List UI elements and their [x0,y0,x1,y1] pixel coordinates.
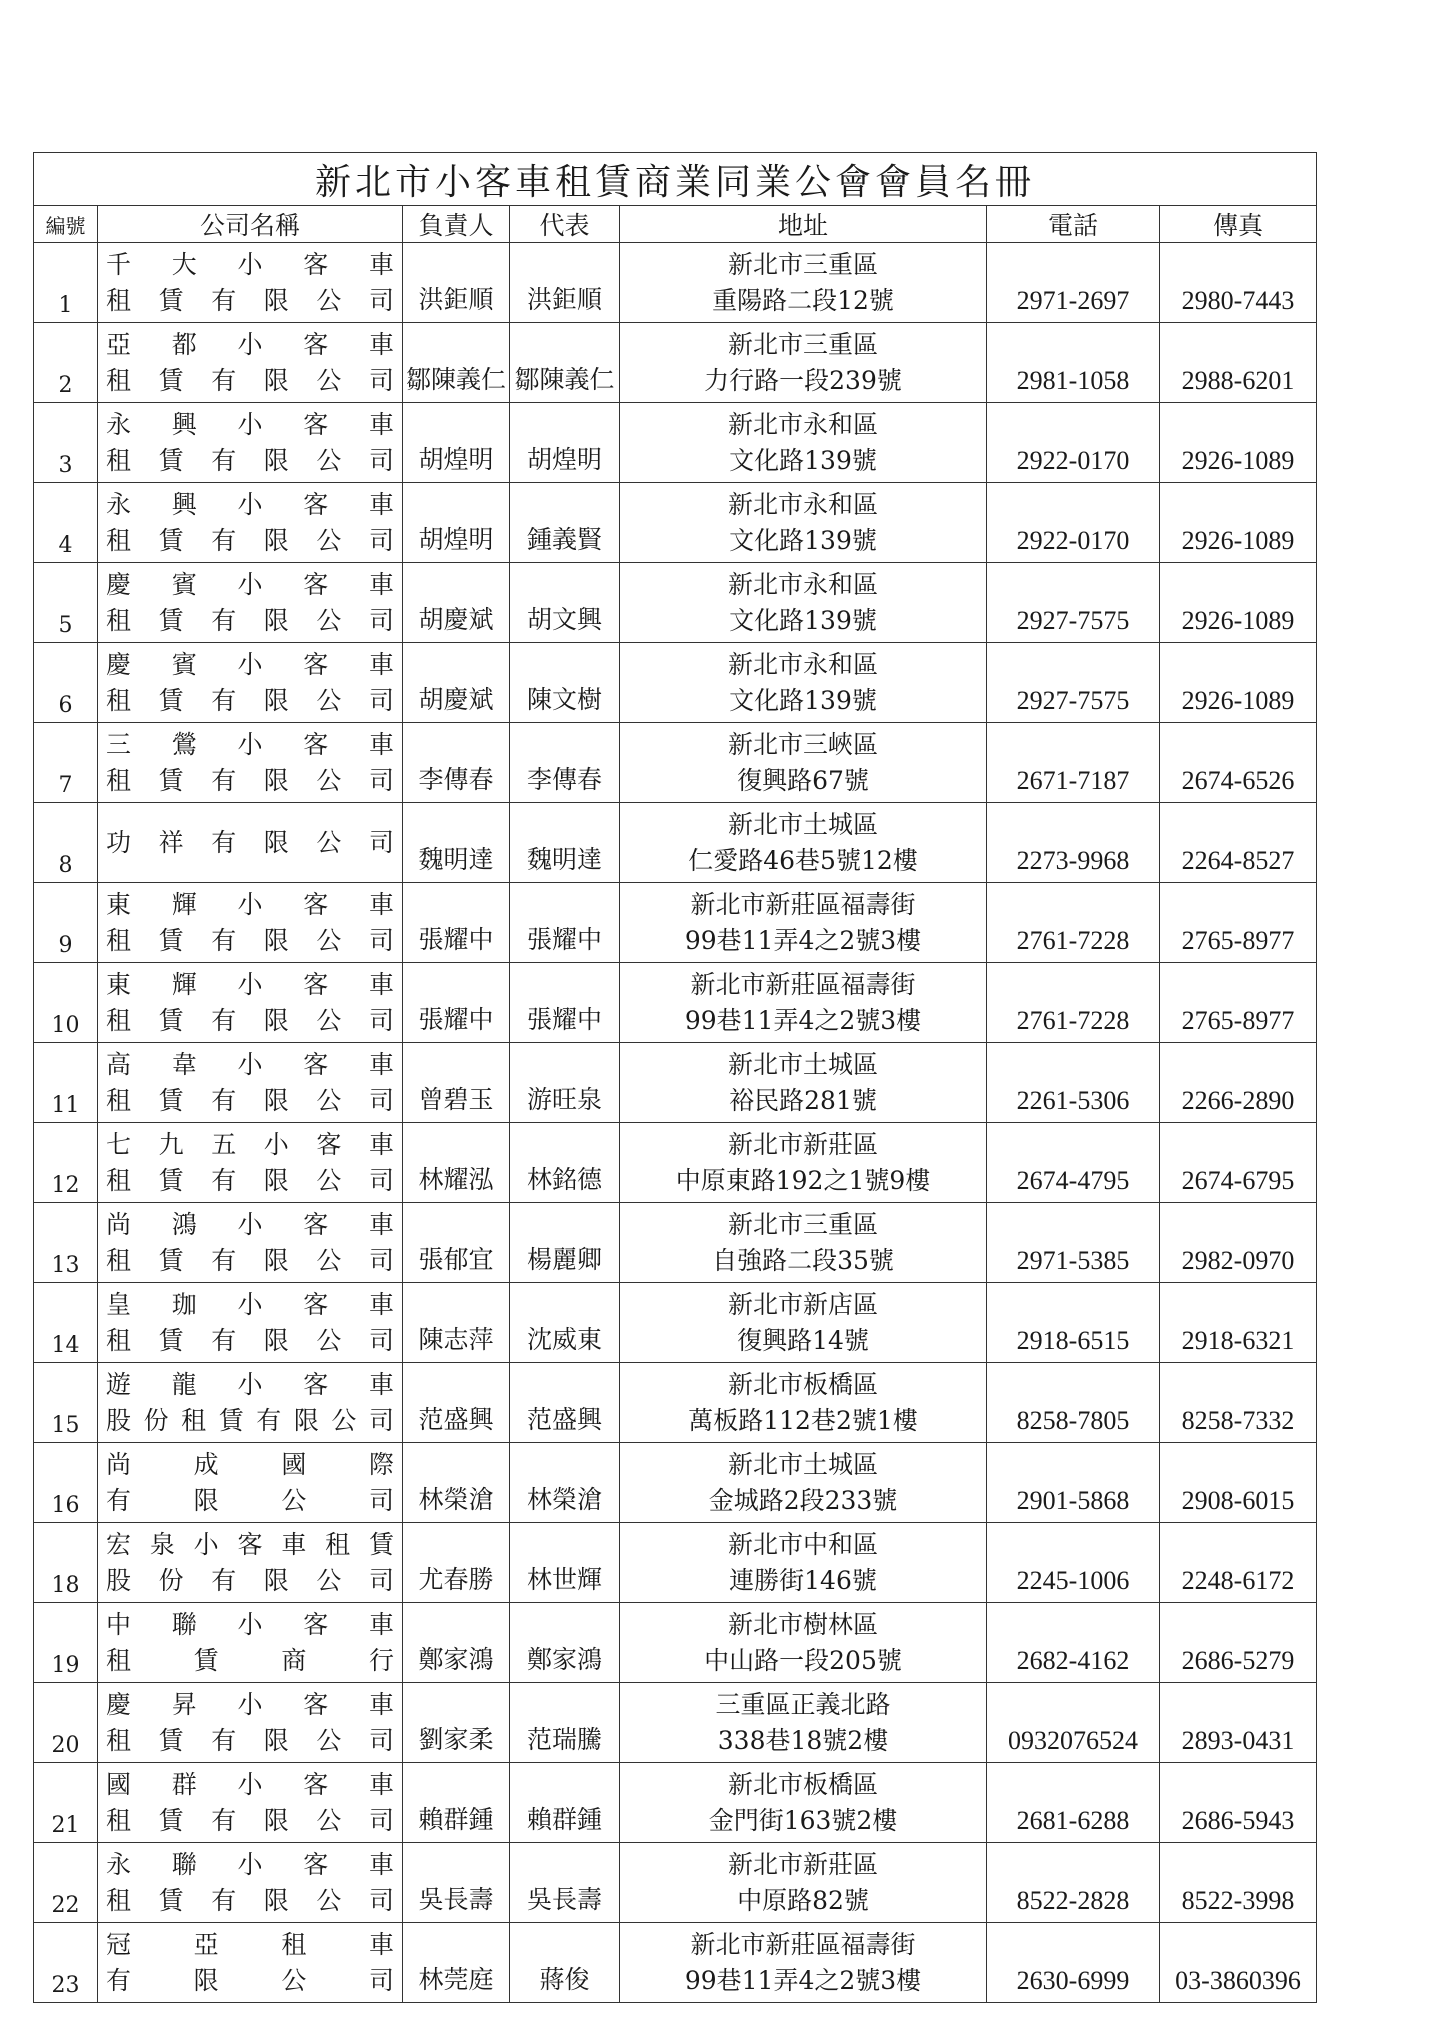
company-name-line: 冠 亞 租 車 [106,1929,394,1959]
table-row [34,643,1317,723]
row-number: 6 [34,643,98,723]
address-cell [620,323,987,403]
representative-name: 林銘德 [510,1123,620,1203]
fax-number: 2918-6321 [1160,1283,1317,1363]
fax-number: 2926-1089 [1160,483,1317,563]
phone-number: 2927-7575 [987,643,1160,723]
phone-number: 2681-6288 [987,1763,1160,1843]
representative-name: 陳文樹 [510,643,620,723]
header-fax: 傳真 [1160,206,1317,243]
representative-name: 鄒陳義仁 [510,323,620,403]
address-line: 三重區正義北路 [715,1689,891,1719]
company-name-line: 遊 龍 小 客 車 [106,1369,394,1399]
owner-name: 胡慶斌 [403,643,510,723]
owner-name: 李傳春 [403,723,510,803]
company-name-cell [98,1283,403,1363]
table-row [34,323,1317,403]
address-line: 新北市中和區 [727,1529,878,1559]
company-name-line: 股 份 有 限 公 司 [106,1565,394,1595]
representative-name: 鍾義賢 [510,483,620,563]
row-number: 11 [34,1043,98,1123]
phone-number: 2922-0170 [987,483,1160,563]
address-cell [620,1203,987,1283]
company-name-cell [98,723,403,803]
address-cell [620,1523,987,1603]
address-cell [620,243,987,323]
address-line: 新北市三重區 [727,249,878,279]
address-cell [620,563,987,643]
row-number: 18 [34,1523,98,1603]
address-line: 新北市土城區 [727,809,878,839]
company-name-line: 有 限 公 司 [106,1965,394,1995]
fax-number: 2248-6172 [1160,1523,1317,1603]
address-line: 中山路一段205號 [704,1645,902,1675]
table-row [34,1043,1317,1123]
table-row [34,1923,1317,2003]
roster-title: 新北市小客車租賃商業同業公會會員名冊 [34,153,1317,206]
company-name-line: 高 韋 小 客 車 [106,1049,394,1079]
fax-number: 2765-8977 [1160,883,1317,963]
table-row [34,483,1317,563]
company-name-cell [98,1923,403,2003]
address-line: 新北市樹林區 [727,1609,878,1639]
address-cell [620,1763,987,1843]
address-line: 力行路一段239號 [704,365,902,395]
company-name-line: 國 群 小 客 車 [106,1769,394,1799]
phone-number: 2674-4795 [987,1123,1160,1203]
row-number: 22 [34,1843,98,1923]
phone-number: 2901-5868 [987,1443,1160,1523]
address-line: 新北市土城區 [727,1449,878,1479]
header-phone: 電話 [987,206,1160,243]
company-name-line: 租 賃 有 限 公 司 [106,685,394,715]
table-row [34,403,1317,483]
address-line: 文化路139號 [729,525,877,555]
company-name-cell [98,483,403,563]
company-name-cell [98,803,403,883]
address-line: 新北市三重區 [727,329,878,359]
row-number: 12 [34,1123,98,1203]
representative-name: 范盛興 [510,1363,620,1443]
table-row [34,1283,1317,1363]
owner-name: 林莞庭 [403,1923,510,2003]
phone-number: 2261-5306 [987,1043,1160,1123]
header-address: 地址 [620,206,987,243]
header-representative: 代表 [510,206,620,243]
company-name-line: 永 興 小 客 車 [106,409,394,439]
member-roster-table [33,152,1317,2003]
representative-name: 林世輝 [510,1523,620,1603]
row-number: 10 [34,963,98,1043]
table-row [34,1683,1317,1763]
company-name-line: 永 聯 小 客 車 [106,1849,394,1879]
address-line: 新北市板橋區 [727,1769,878,1799]
phone-number: 2761-7228 [987,883,1160,963]
address-line: 復興路67號 [737,765,869,795]
table-row [34,883,1317,963]
address-line: 99巷11弄4之2號3樓 [684,1965,922,1995]
address-line: 新北市永和區 [727,569,878,599]
company-name-line: 功 祥 有 限 公 司 [106,827,394,857]
representative-name: 李傳春 [510,723,620,803]
table-row [34,243,1317,323]
row-number: 7 [34,723,98,803]
phone-number: 2981-1058 [987,323,1160,403]
company-name-line: 東 輝 小 客 車 [106,969,394,999]
fax-number: 2926-1089 [1160,403,1317,483]
address-line: 文化路139號 [729,445,877,475]
header-row [34,206,1317,243]
row-number: 14 [34,1283,98,1363]
company-name-cell [98,1843,403,1923]
company-name-cell [98,563,403,643]
table-row [34,1843,1317,1923]
representative-name: 楊麗卿 [510,1203,620,1283]
representative-name: 范瑞騰 [510,1683,620,1763]
company-name-line: 租 賃 有 限 公 司 [106,365,394,395]
table-row [34,723,1317,803]
address-line: 新北市新店區 [727,1289,878,1319]
address-cell [620,803,987,883]
company-name-line: 皇 珈 小 客 車 [106,1289,394,1319]
company-name-line: 租 賃 有 限 公 司 [106,285,394,315]
company-name-cell [98,643,403,723]
phone-number: 2922-0170 [987,403,1160,483]
owner-name: 曾碧玉 [403,1043,510,1123]
company-name-cell [98,1603,403,1683]
owner-name: 陳志萍 [403,1283,510,1363]
phone-number: 8522-2828 [987,1843,1160,1923]
company-name-cell [98,1203,403,1283]
table-row [34,803,1317,883]
representative-name: 魏明達 [510,803,620,883]
address-line: 復興路14號 [737,1325,869,1355]
company-name-line: 宏 泉 小 客 車 租 賃 [106,1529,394,1559]
address-line: 重陽路二段12號 [712,285,894,315]
address-line: 中原東路192之1號9樓 [675,1165,931,1195]
company-name-line: 租 賃 有 限 公 司 [106,925,394,955]
fax-number: 2988-6201 [1160,323,1317,403]
address-line: 新北市板橋區 [727,1369,878,1399]
address-line: 萬板路112巷2號1樓 [688,1405,918,1435]
table-row [34,1523,1317,1603]
company-name-line: 東 輝 小 客 車 [106,889,394,919]
company-name-cell [98,1043,403,1123]
representative-name: 張耀中 [510,963,620,1043]
address-line: 新北市三重區 [727,1209,878,1239]
company-name-line: 永 興 小 客 車 [106,489,394,519]
address-cell [620,1443,987,1523]
address-cell [620,1363,987,1443]
phone-number: 2245-1006 [987,1523,1160,1603]
company-name-line: 慶 昇 小 客 車 [106,1689,394,1719]
owner-name: 林耀泓 [403,1123,510,1203]
company-name-line: 租 賃 有 限 公 司 [106,1085,394,1115]
fax-number: 2893-0431 [1160,1683,1317,1763]
row-number: 3 [34,403,98,483]
phone-number: 2761-7228 [987,963,1160,1043]
roster-body [34,243,1317,2003]
owner-name: 范盛興 [403,1363,510,1443]
representative-name: 鄭家鴻 [510,1603,620,1683]
row-number: 20 [34,1683,98,1763]
company-name-line: 中 聯 小 客 車 [106,1609,394,1639]
company-name-cell [98,1363,403,1443]
company-name-line: 亞 都 小 客 車 [106,329,394,359]
fax-number: 2674-6526 [1160,723,1317,803]
company-name-line: 租 賃 有 限 公 司 [106,1805,394,1835]
address-cell [620,723,987,803]
phone-number: 2918-6515 [987,1283,1160,1363]
fax-number: 2980-7443 [1160,243,1317,323]
representative-name: 吳長壽 [510,1843,620,1923]
phone-number: 8258-7805 [987,1363,1160,1443]
address-line: 新北市新莊區福壽街 [690,1929,916,1959]
address-line: 新北市永和區 [727,649,878,679]
address-cell [620,1283,987,1363]
address-line: 文化路139號 [729,605,877,635]
table-row [34,1123,1317,1203]
address-cell [620,403,987,483]
address-line: 338巷18號2樓 [717,1725,889,1755]
company-name-cell [98,323,403,403]
phone-number: 2971-2697 [987,243,1160,323]
company-name-line: 租 賃 有 限 公 司 [106,1005,394,1035]
address-line: 新北市永和區 [727,409,878,439]
company-name-line: 租 賃 商 行 [106,1645,394,1675]
header-no: 編號 [34,206,98,243]
address-line: 金門街163號2樓 [708,1805,898,1835]
company-name-line: 租 賃 有 限 公 司 [106,1245,394,1275]
address-line: 自強路二段35號 [712,1245,894,1275]
fax-number: 2674-6795 [1160,1123,1317,1203]
member-roster-sheet [33,152,1316,2003]
table-row [34,1603,1317,1683]
row-number: 16 [34,1443,98,1523]
company-name-line: 有 限 公 司 [106,1485,394,1515]
owner-name: 吳長壽 [403,1843,510,1923]
table-row [34,1763,1317,1843]
row-number: 5 [34,563,98,643]
company-name-line: 租 賃 有 限 公 司 [106,765,394,795]
address-line: 裕民路281號 [729,1085,877,1115]
company-name-line: 租 賃 有 限 公 司 [106,1725,394,1755]
address-cell [620,483,987,563]
fax-number: 03-3860396 [1160,1923,1317,2003]
owner-name: 劉家柔 [403,1683,510,1763]
address-line: 新北市土城區 [727,1049,878,1079]
company-name-line: 租 賃 有 限 公 司 [106,1165,394,1195]
address-line: 中原路82號 [737,1885,869,1915]
table-row [34,1443,1317,1523]
phone-number: 2671-7187 [987,723,1160,803]
representative-name: 沈威東 [510,1283,620,1363]
company-name-line: 租 賃 有 限 公 司 [106,445,394,475]
address-cell [620,1683,987,1763]
fax-number: 8258-7332 [1160,1363,1317,1443]
address-cell [620,1923,987,2003]
company-name-line: 三 鶯 小 客 車 [106,729,394,759]
owner-name: 胡慶斌 [403,563,510,643]
address-line: 仁愛路46巷5號12樓 [688,845,918,875]
owner-name: 張耀中 [403,963,510,1043]
representative-name: 胡煌明 [510,403,620,483]
address-cell [620,1843,987,1923]
phone-number: 2927-7575 [987,563,1160,643]
address-cell [620,963,987,1043]
address-cell [620,1603,987,1683]
row-number: 8 [34,803,98,883]
address-line: 連勝街146號 [729,1565,877,1595]
fax-number: 2686-5943 [1160,1763,1317,1843]
representative-name: 張耀中 [510,883,620,963]
company-name-line: 租 賃 有 限 公 司 [106,1325,394,1355]
phone-number: 0932076524 [987,1683,1160,1763]
row-number: 1 [34,243,98,323]
company-name-line: 千 大 小 客 車 [106,249,394,279]
representative-name: 林榮滄 [510,1443,620,1523]
company-name-line: 尚 成 國 際 [106,1449,394,1479]
company-name-cell [98,243,403,323]
header-company: 公司名稱 [98,206,403,243]
owner-name: 魏明達 [403,803,510,883]
company-name-cell [98,403,403,483]
company-name-cell [98,1443,403,1523]
fax-number: 2926-1089 [1160,563,1317,643]
row-number: 19 [34,1603,98,1683]
fax-number: 2686-5279 [1160,1603,1317,1683]
fax-number: 2926-1089 [1160,643,1317,723]
company-name-cell [98,1523,403,1603]
company-name-cell [98,1683,403,1763]
address-line: 新北市新莊區 [727,1129,878,1159]
representative-name: 游旺泉 [510,1043,620,1123]
address-cell [620,643,987,723]
company-name-line: 租 賃 有 限 公 司 [106,1885,394,1915]
address-line: 99巷11弄4之2號3樓 [684,1005,922,1035]
header-owner: 負責人 [403,206,510,243]
table-row [34,1203,1317,1283]
address-line: 99巷11弄4之2號3樓 [684,925,922,955]
row-number: 2 [34,323,98,403]
row-number: 23 [34,1923,98,2003]
representative-name: 蔣俊 [510,1923,620,2003]
company-name-line: 租 賃 有 限 公 司 [106,525,394,555]
company-name-line: 股 份 租 賃 有 限 公 司 [106,1405,394,1435]
company-name-cell [98,1123,403,1203]
row-number: 15 [34,1363,98,1443]
owner-name: 張郁宜 [403,1203,510,1283]
fax-number: 8522-3998 [1160,1843,1317,1923]
company-name-line: 慶 賓 小 客 車 [106,649,394,679]
fax-number: 2264-8527 [1160,803,1317,883]
table-row [34,563,1317,643]
company-name-line: 尚 鴻 小 客 車 [106,1209,394,1239]
owner-name: 洪鉅順 [403,243,510,323]
address-line: 新北市永和區 [727,489,878,519]
address-cell [620,1043,987,1123]
owner-name: 鄒陳義仁 [403,323,510,403]
company-name-cell [98,963,403,1043]
phone-number: 2682-4162 [987,1603,1160,1683]
company-name-cell [98,1763,403,1843]
row-number: 9 [34,883,98,963]
address-cell [620,883,987,963]
owner-name: 尤春勝 [403,1523,510,1603]
fax-number: 2266-2890 [1160,1043,1317,1123]
address-line: 新北市新莊區福壽街 [690,889,916,919]
address-line: 新北市三峽區 [727,729,878,759]
owner-name: 林榮滄 [403,1443,510,1523]
representative-name: 洪鉅順 [510,243,620,323]
representative-name: 胡文興 [510,563,620,643]
phone-number: 2273-9968 [987,803,1160,883]
fax-number: 2908-6015 [1160,1443,1317,1523]
phone-number: 2630-6999 [987,1923,1160,2003]
fax-number: 2765-8977 [1160,963,1317,1043]
company-name-line: 慶 賓 小 客 車 [106,569,394,599]
address-line: 金城路2段233號 [708,1485,898,1515]
company-name-cell [98,883,403,963]
address-line: 文化路139號 [729,685,877,715]
owner-name: 賴群鍾 [403,1763,510,1843]
owner-name: 胡煌明 [403,403,510,483]
company-name-line: 七 九 五 小 客 車 [106,1129,394,1159]
owner-name: 胡煌明 [403,483,510,563]
row-number: 21 [34,1763,98,1843]
row-number: 4 [34,483,98,563]
address-line: 新北市新莊區福壽街 [690,969,916,999]
table-row [34,1363,1317,1443]
address-line: 新北市新莊區 [727,1849,878,1879]
row-number: 13 [34,1203,98,1283]
representative-name: 賴群鍾 [510,1763,620,1843]
owner-name: 張耀中 [403,883,510,963]
owner-name: 鄭家鴻 [403,1603,510,1683]
company-name-line: 租 賃 有 限 公 司 [106,605,394,635]
fax-number: 2982-0970 [1160,1203,1317,1283]
phone-number: 2971-5385 [987,1203,1160,1283]
table-row [34,963,1317,1043]
address-cell [620,1123,987,1203]
